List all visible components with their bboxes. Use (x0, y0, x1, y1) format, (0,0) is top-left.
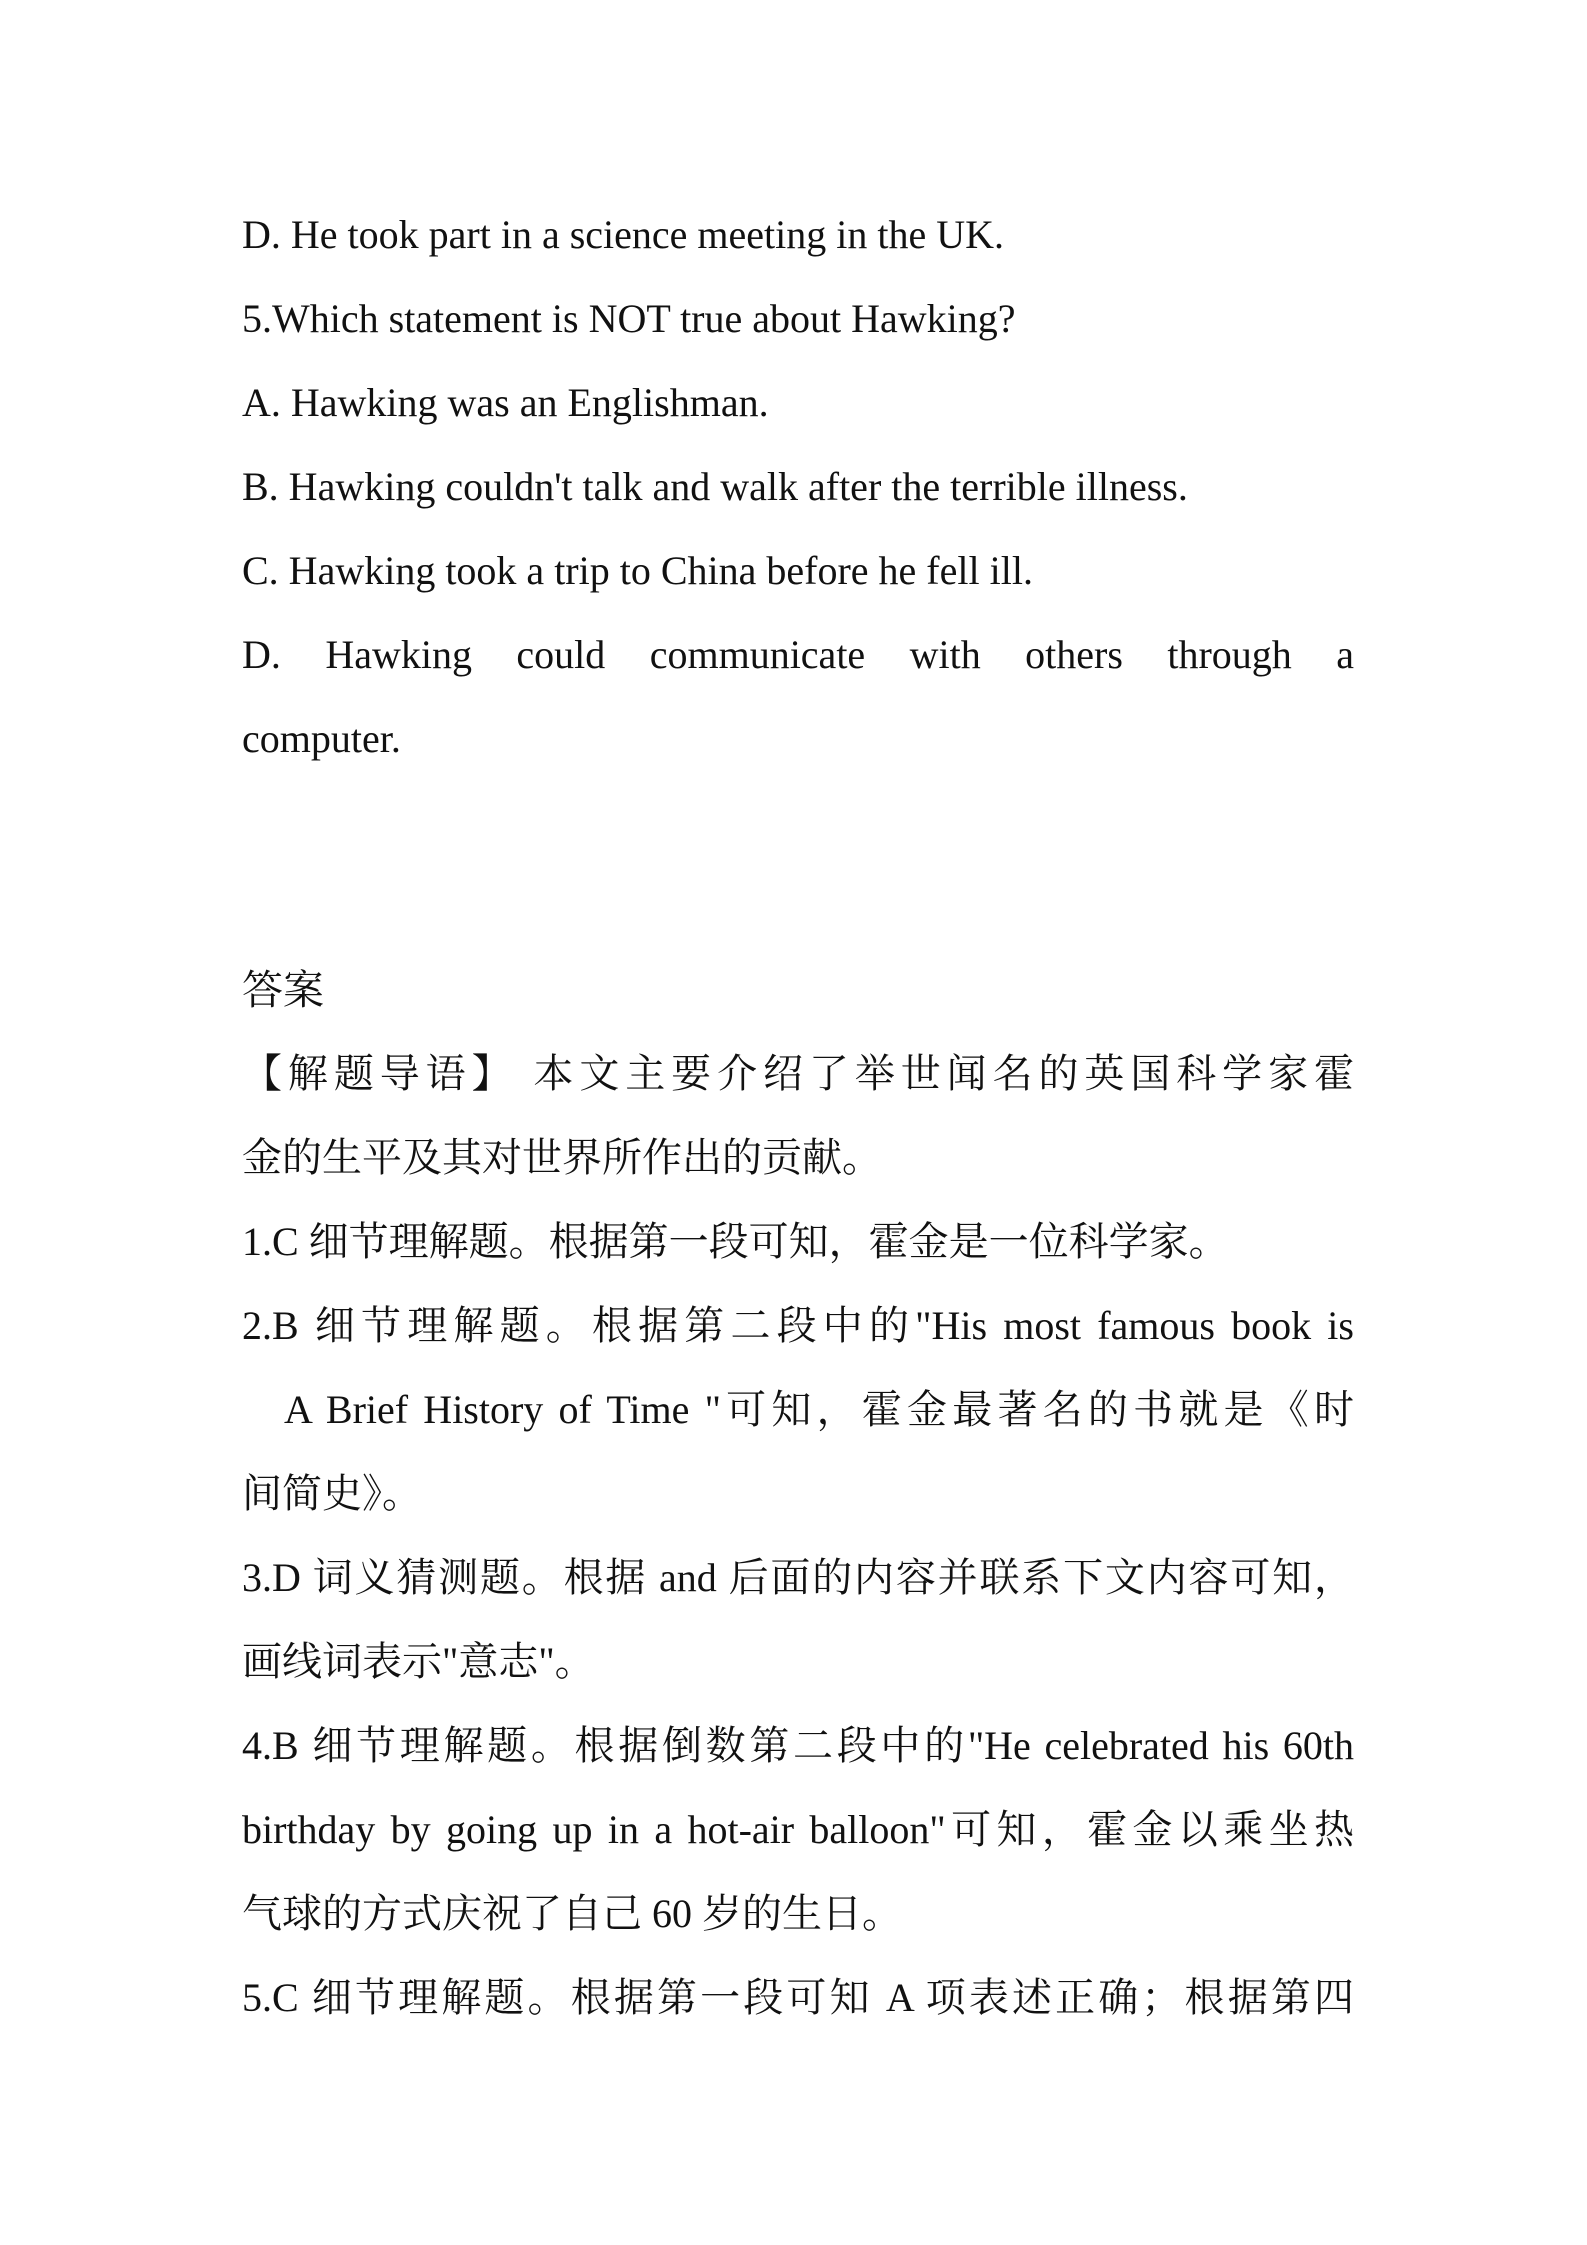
answers-heading: 答案 (242, 967, 324, 1013)
answer-2-line3: 间简史》。 (242, 1471, 422, 1516)
q5-option-c: C. Hawking took a trip to China before he fell ill. (242, 548, 1033, 593)
q5-option-a: A. Hawking was an Englishman. (242, 380, 769, 425)
q5-option-b: B. Hawking couldn't talk and walk after the terrible illness. (242, 464, 1188, 509)
answer-2-line2: A Brief History of Time "可知，霍金最著名的书就是《时 (284, 1387, 1354, 1432)
answer-2-line1: 2.B 细节理解题。根据第二段中的"His most famous book is (242, 1303, 1354, 1348)
q5-option-d-line2: computer. (242, 716, 401, 761)
answer-4-line3: 气球的方式庆祝了自己 60 岁的生日。 (242, 1891, 902, 1936)
answer-4-line1: 4.B 细节理解题。根据倒数第二段中的"He celebrated his 60th (242, 1723, 1354, 1768)
answer-1: 1.C 细节理解题。根据第一段可知，霍金是一位科学家。 (242, 1219, 1229, 1264)
answer-3-line1: 3.D 词义猜测题。根据 and 后面的内容并联系下文内容可知， (242, 1555, 1354, 1600)
q5-option-d-line1: D. Hawking could communicate with others through a (242, 632, 1354, 677)
q5-stem: 5.Which statement is NOT true about Hawking? (242, 296, 1016, 341)
answer-4-line2: birthday by going up in a hot-air balloon"可知，霍金以乘坐热 (242, 1807, 1354, 1852)
intro-line1: 【解题导语】 本文主要介绍了举世闻名的英国科学家霍 (242, 1051, 1354, 1096)
answer-5-line1: 5.C 细节理解题。根据第一段可知 A 项表述正确；根据第四 (242, 1975, 1354, 2020)
q4-option-d: D. He took part in a science meeting in the UK. (242, 212, 1004, 257)
intro-line2: 金的生平及其对世界所作出的贡献。 (242, 1135, 882, 1180)
answer-3-line2: 画线词表示"意志"。 (242, 1639, 595, 1684)
